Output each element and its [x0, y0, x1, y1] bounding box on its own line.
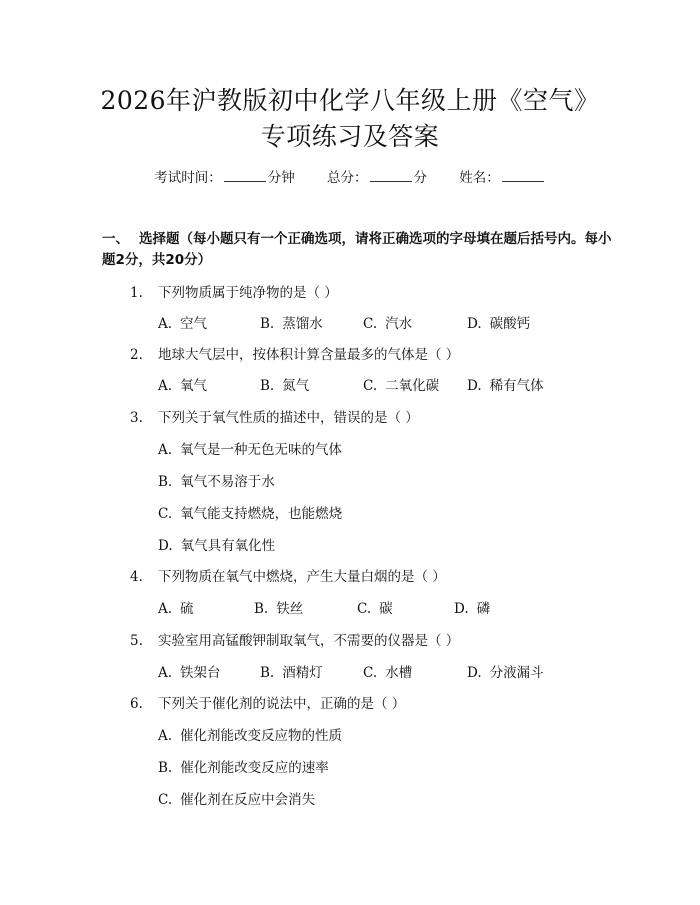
option-text: 催化剂在反应中会消失 [180, 792, 316, 808]
option-c [158, 505, 342, 523]
question-number: 5. [130, 633, 143, 649]
question-number: 1. [130, 285, 143, 301]
student-name-label: 姓名： [459, 170, 500, 186]
question-4 [130, 568, 446, 586]
option-letter: C. [158, 506, 173, 522]
page-title-line-1: 2026年沪教版初中化学八年级上册《空气》 [100, 86, 600, 115]
option-b [158, 473, 275, 491]
option-text: 氧气能支持燃烧，也能燃烧 [180, 506, 343, 522]
option-text: 氧气具有氧化性 [180, 538, 276, 554]
option-text: 氮气 [282, 378, 310, 394]
option-letter: D. [158, 538, 173, 554]
option-a [158, 600, 194, 618]
option-letter: B. [260, 316, 275, 332]
option-text: 催化剂能改变反应的速率 [180, 760, 329, 776]
total-score-blank [370, 169, 412, 182]
option-text: 分液漏斗 [489, 665, 544, 681]
option-letter: A. [158, 601, 173, 617]
question-number: 6. [130, 696, 143, 712]
option-letter: C. [363, 316, 378, 332]
question-stem: 实验室用高锰酸钾制取氧气，不需要的仪器是（ ） [158, 633, 460, 649]
option-b [260, 664, 323, 682]
question-5 [130, 632, 459, 650]
option-text: 水槽 [385, 665, 413, 681]
option-text: 空气 [180, 316, 208, 332]
option-text: 二氧化碳 [385, 378, 440, 394]
option-text: 碳 [379, 601, 393, 617]
page-title-line-2: 专项练习及答案 [260, 122, 440, 151]
option-text: 氧气不易溶于水 [180, 474, 275, 490]
option-letter: D. [467, 378, 482, 394]
question-number: 4. [130, 569, 143, 585]
option-text: 磷 [476, 601, 491, 617]
option-letter: B. [158, 474, 173, 490]
question-3 [130, 409, 419, 427]
option-text: 酒精灯 [282, 665, 323, 681]
option-text: 稀有气体 [489, 378, 544, 394]
total-score-unit: 分 [413, 170, 427, 186]
exam-info [0, 169, 700, 187]
option-b [260, 377, 309, 395]
option-c [357, 600, 393, 618]
option-text: 硫 [180, 601, 194, 617]
question-stem: 下列物质属于纯净物的是（ ） [158, 285, 338, 301]
question-number: 3. [130, 410, 143, 426]
question-2 [130, 346, 459, 364]
total-score-label: 总分： [327, 170, 368, 186]
option-letter: D. [467, 665, 482, 681]
option-letter: C. [158, 792, 173, 808]
option-letter: D. [454, 601, 469, 617]
option-b [260, 315, 323, 333]
student-name [459, 170, 546, 186]
section-heading [102, 229, 622, 271]
option-letter: C. [357, 601, 372, 617]
option-letter: C. [363, 378, 378, 394]
exam-time [154, 170, 299, 186]
option-a [158, 315, 207, 333]
section-number: 一、 [102, 231, 129, 247]
option-letter: A. [158, 378, 173, 394]
option-c [363, 315, 412, 333]
option-letter: A. [158, 665, 173, 681]
option-letter: A. [158, 316, 173, 332]
question-stem: 下列关于氧气性质的描述中，错误的是（ ） [158, 410, 419, 426]
option-letter: B. [260, 378, 275, 394]
exam-time-blank [224, 169, 266, 182]
option-text: 铁架台 [180, 665, 221, 681]
option-d [467, 664, 544, 682]
option-b [158, 759, 329, 777]
option-letter: A. [158, 442, 173, 458]
option-d [467, 377, 544, 395]
option-c [158, 791, 315, 809]
section-instructions: 选择题（每小题只有一个正确选项，请将正确选项的字母填在题后括号内。每小题2分，共20分） [102, 231, 612, 268]
option-letter: B. [254, 601, 269, 617]
option-text: 蒸馏水 [282, 316, 323, 332]
question-number: 2. [130, 347, 143, 363]
option-a [158, 377, 207, 395]
option-b [254, 600, 303, 618]
question-stem: 下列关于催化剂的说法中，正确的是（ ） [158, 696, 406, 712]
question-1 [130, 284, 338, 302]
option-c [363, 664, 412, 682]
exam-time-unit: 分钟 [267, 170, 295, 186]
option-text: 铁丝 [276, 601, 304, 617]
option-a [158, 664, 221, 682]
option-d [158, 537, 275, 555]
option-a [158, 441, 342, 459]
question-6 [130, 695, 405, 713]
option-d [467, 315, 530, 333]
student-name-blank [502, 169, 544, 182]
option-letter: C. [363, 665, 378, 681]
option-letter: B. [158, 760, 173, 776]
total-score [327, 170, 431, 186]
option-letter: B. [260, 665, 275, 681]
option-letter: D. [467, 316, 482, 332]
option-d [454, 600, 490, 618]
question-stem: 下列物质在氧气中燃烧，产生大量白烟的是（ ） [158, 569, 446, 585]
option-text: 碳酸钙 [489, 316, 531, 332]
option-text: 氧气 [180, 378, 208, 394]
option-c [363, 377, 439, 395]
option-a [158, 727, 342, 745]
option-text: 催化剂能改变反应物的性质 [180, 728, 343, 744]
option-letter: A. [158, 728, 173, 744]
option-text: 氧气是一种无色无味的气体 [180, 442, 343, 458]
question-stem: 地球大气层中，按体积计算含量最多的气体是（ ） [158, 347, 460, 363]
option-text: 汽水 [385, 316, 413, 332]
exam-time-label: 考试时间： [154, 170, 222, 186]
